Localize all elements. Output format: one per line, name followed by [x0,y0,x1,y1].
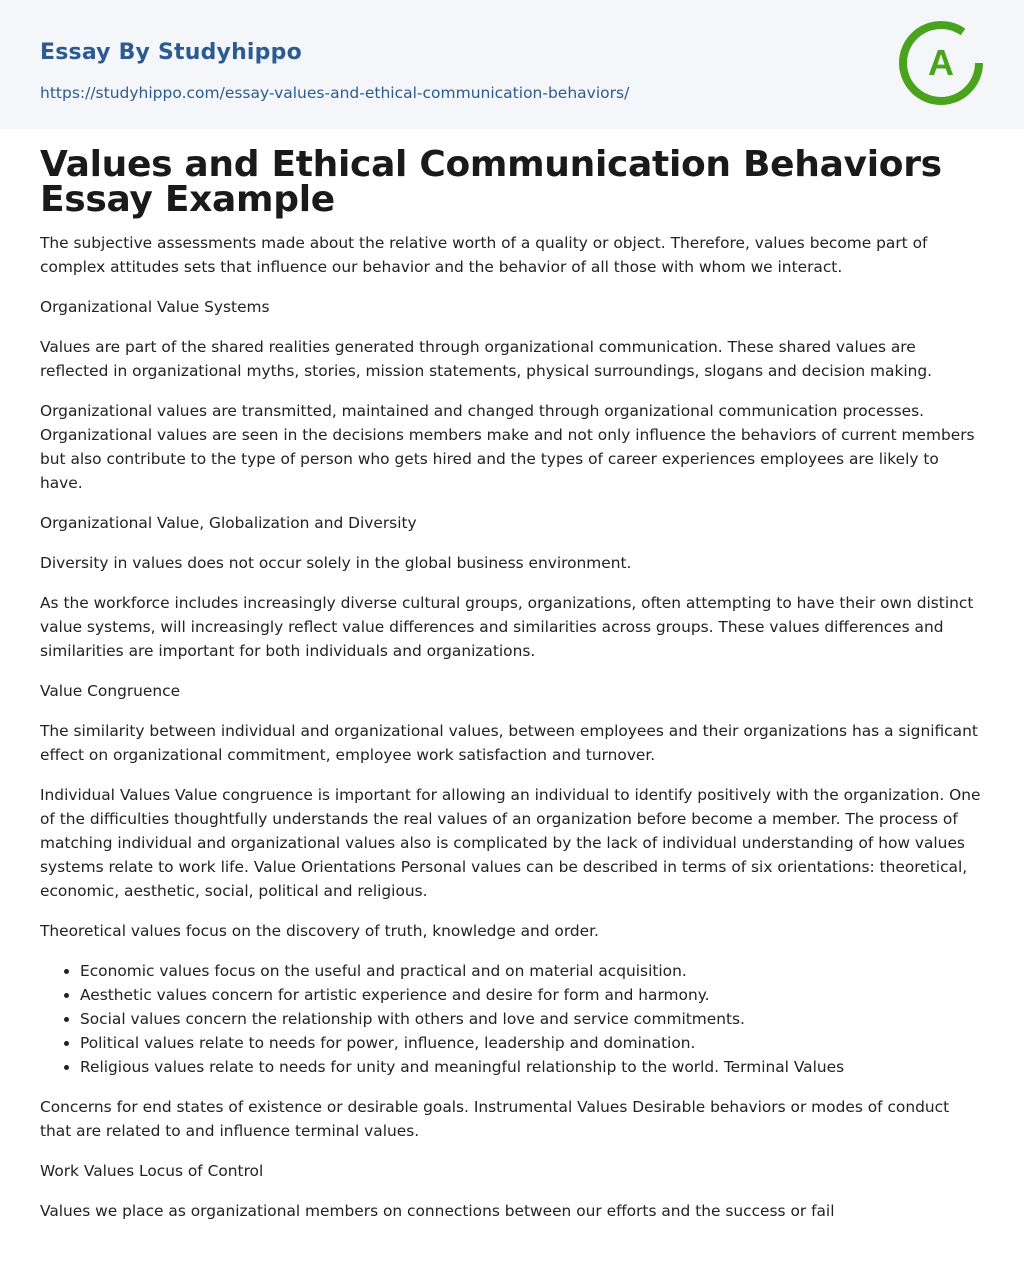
paragraph: As the workforce includes increasingly diverse cultural groups, organizations, often attempting to have their own distinct value systems, will increasingly reflect value differences and similarities across groups. These values differences and similarities are important for both individuals and organizations. [40,594,974,660]
paragraph: Individual Values Value congruence is important for allowing an individual to identify positively with the organization. One of the difficulties thoughtfully understands the real values of an organization before become a member. The process of matching individual and organizational values also is complicated by the lack of individual understanding of how values systems relate to work life. Value Orientations Personal values can be described in terms of six orientations: theoretical, economic, aesthetic, social, political and religious. [40,786,981,900]
paragraph: The subjective assessments made about the relative worth of a quality or object. Therefore, values become part of complex attitudes sets that influence our behavior and the behavior of all those with whom we interact. [40,234,928,276]
page-url-link[interactable]: https://studyhippo.com/essay-values-and-ethical-communication-behaviors/ [40,84,630,102]
list-item: • Aesthetic values concern for artistic experience and desire for form and harmony. [80,983,984,1007]
paragraph: Concerns for end states of existence or desirable goals. Instrumental Values Desirable behaviors or modes of conduct that are related to and influence terminal values. [40,1098,950,1140]
section-heading: Work Values Locus of Control [40,1162,264,1180]
site-header [0,0,1024,129]
page-title: Values and Ethical Communication Behaviors Essay Example [40,144,942,220]
list-item: • Religious values relate to needs for unity and meaningful relationship to the world. Terminal Values [80,1055,984,1079]
paragraph: Values are part of the shared realities generated through organizational communication. These shared values are reflected in organizational myths, stories, mission statements, physical surroundings, slogans and decision making. [40,338,933,380]
list-item: • Political values relate to needs for power, influence, leadership and domination. [80,1031,984,1055]
list-item: • Social values concern the relationship with others and love and service commitments. [80,1007,984,1031]
values-list [40,959,984,1079]
list-item: • Economic values focus on the useful and practical and on material acquisition. [80,959,984,983]
section-heading: Organizational Value, Globalization and Diversity [40,514,417,532]
section-heading: Organizational Value Systems [40,298,270,316]
paragraph: The similarity between individual and organizational values, between employees and their organizations has a significant effect on organizational commitment, employee work satisfaction and turnover. [40,722,978,764]
studyhippo-logo-icon[interactable] [897,19,985,107]
paragraph: Values we place as organizational members on connections between our efforts and the success or fail [40,1202,835,1220]
paragraph: Theoretical values focus on the discovery of truth, knowledge and order. [40,922,599,940]
site-brand[interactable]: Essay By Studyhippo [40,40,302,65]
paragraph: Organizational values are transmitted, maintained and changed through organizational communication processes. Organizational values are seen in the decisions members make and not only influence the behaviors of current members but also contribute to the type of person who gets hired and the types of career experiences employees are likely to have. [40,402,975,492]
paragraph: Diversity in values does not occur solely in the global business environment. [40,554,632,572]
article [0,129,1024,1223]
logo-letter: A [928,42,954,83]
section-heading: Value Congruence [40,682,181,700]
